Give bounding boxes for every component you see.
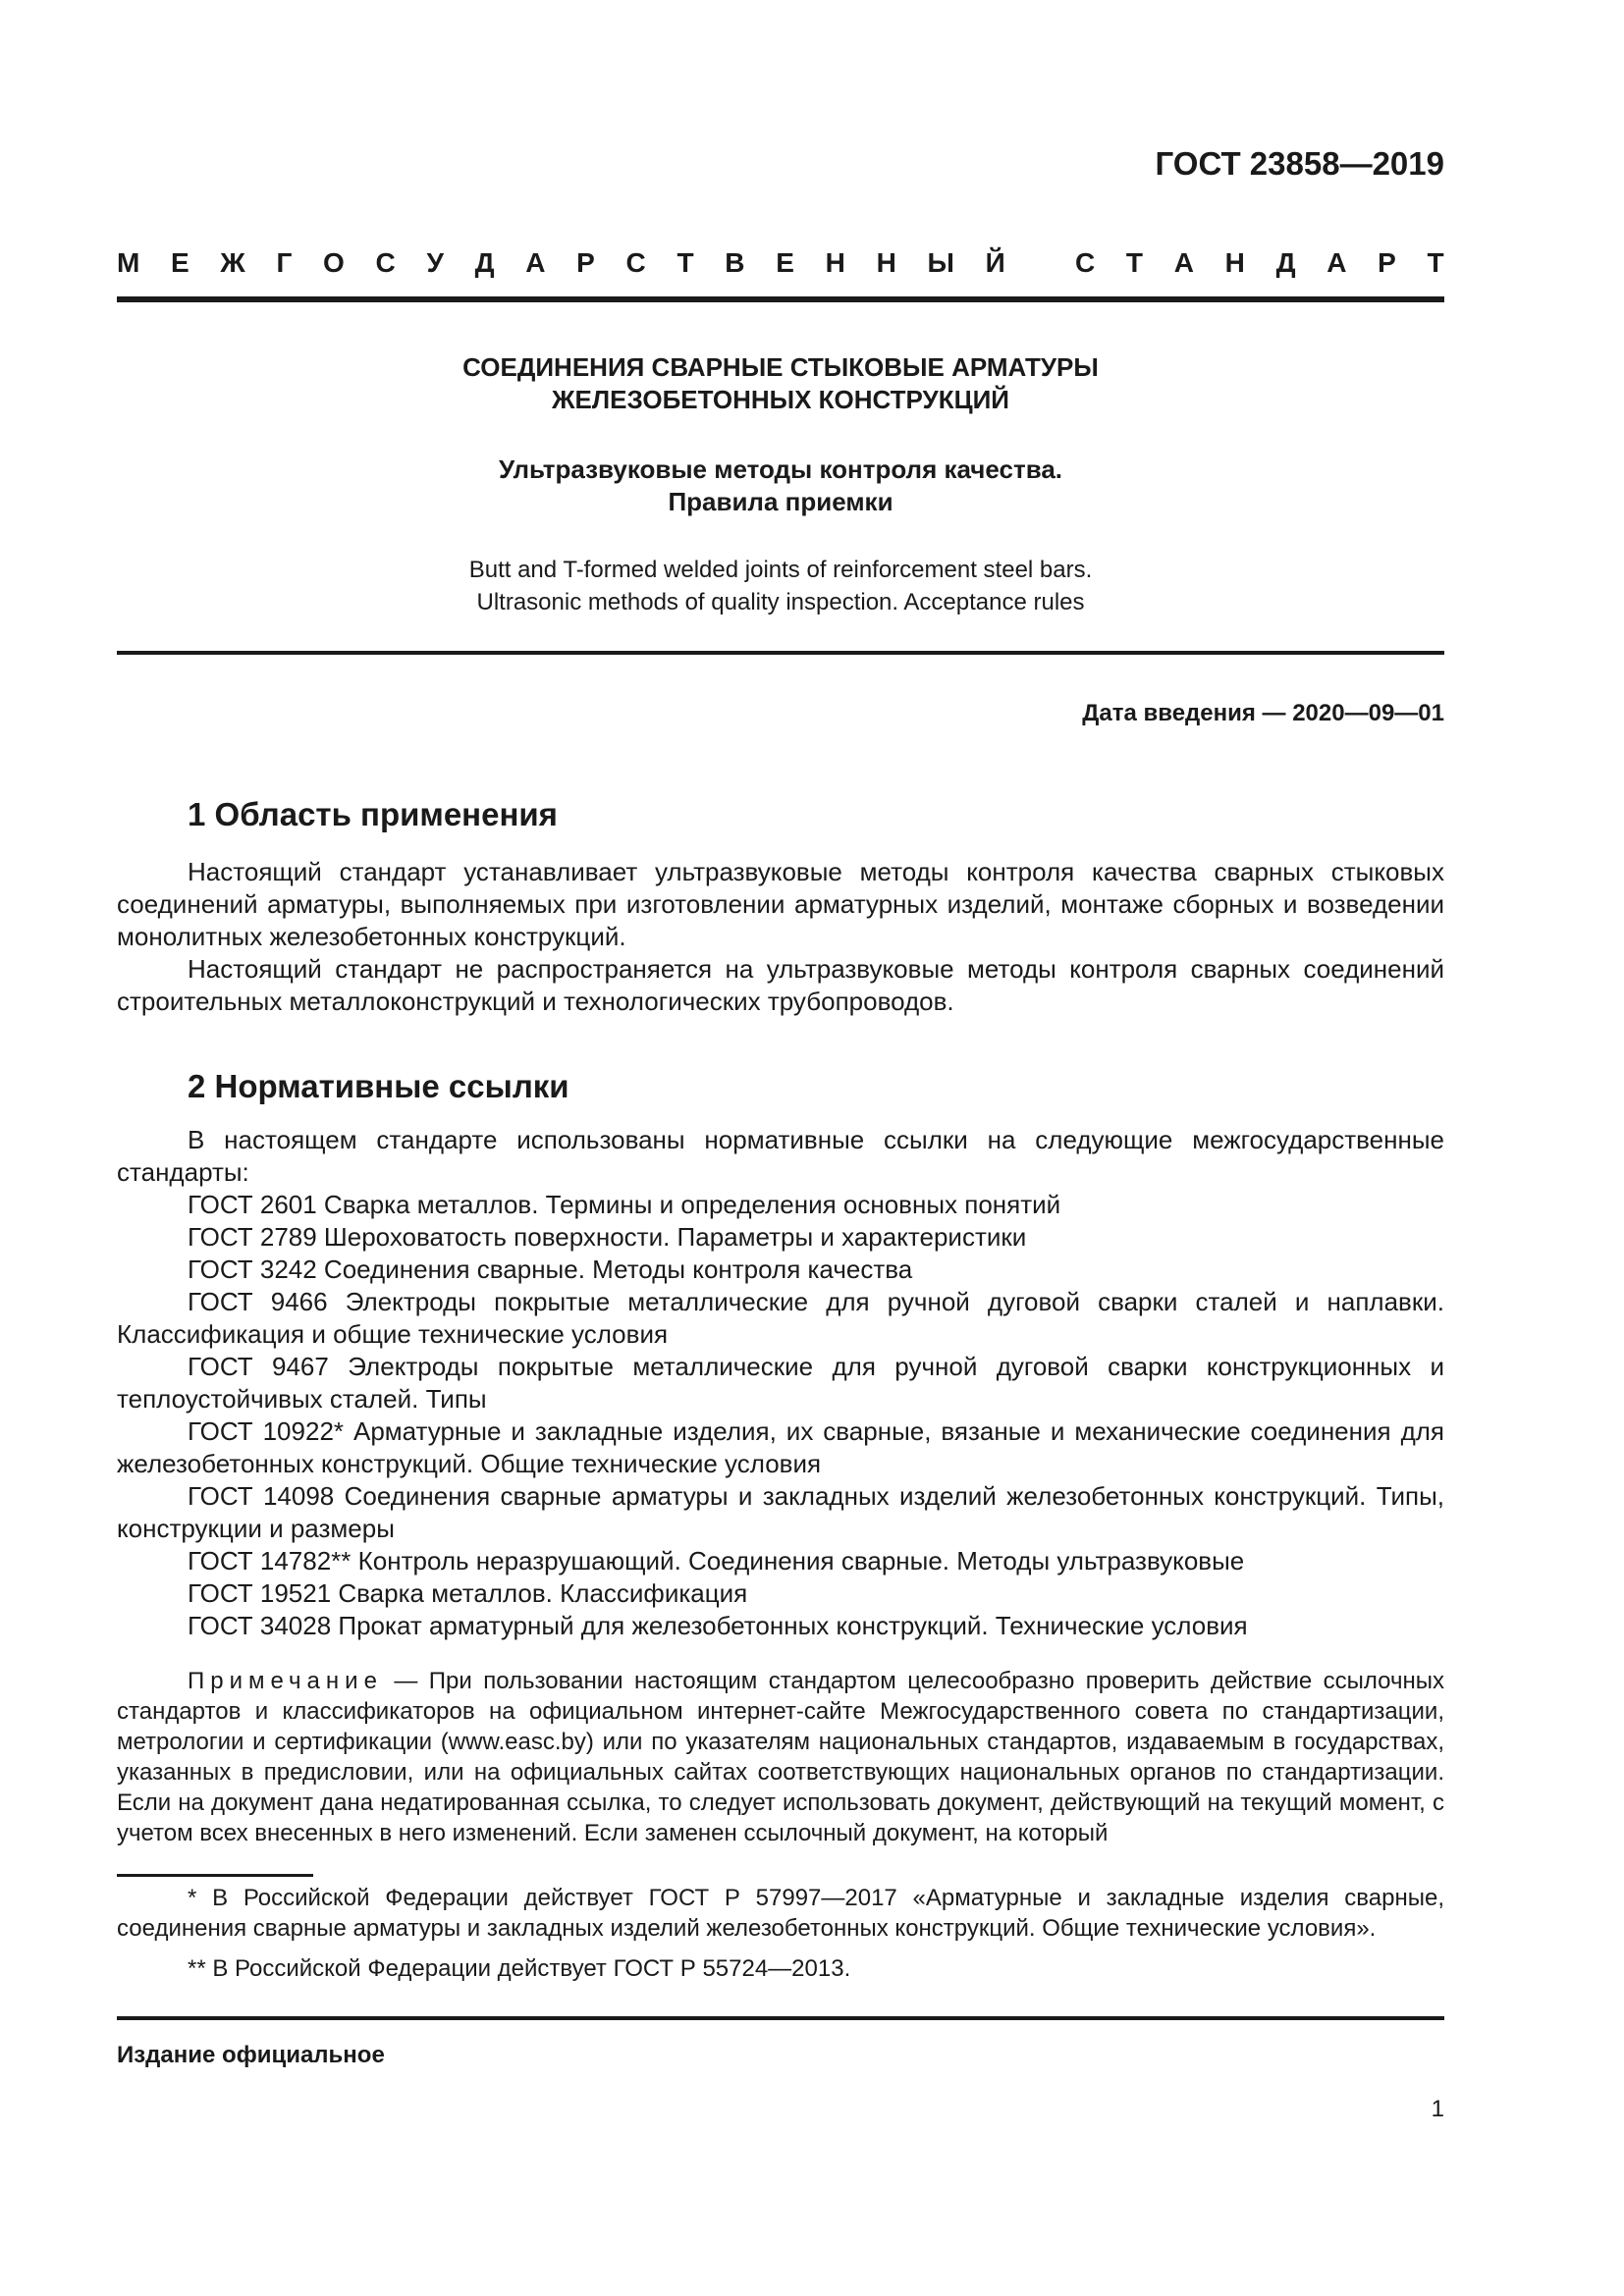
edition-label: Издание официальное bbox=[117, 2042, 385, 2068]
standard-number: ГОСТ 23858—2019 bbox=[1155, 145, 1444, 182]
banner-letter: Ы bbox=[927, 247, 954, 278]
page-number: 1 bbox=[1431, 2096, 1444, 2122]
reference-item: ГОСТ 10922* Арматурные и закладные изделия, их сварные, вязаные и механические соединения для железобетонных конструкций. Общие технические условия bbox=[117, 1416, 1444, 1478]
banner-letter: Т bbox=[677, 247, 694, 278]
banner-letter: Р bbox=[1378, 247, 1396, 278]
banner-letter: А bbox=[1326, 247, 1347, 278]
note-text: — При пользовании настоящим стандартом целесообразно проверить действие ссылочных стандартов и классификаторов на официальном интернет-сайте Межгосударственного совета по стандартизации, метрологии и сертификации (www.easc.by) или по указателям национальных стандартов, издаваемым в государствах, указанных в предисловии, или на официальных сайтах соответствующих национальных органов по стандартизации. Если на документ дана недатированная ссылка, то следует использовать документ, действующий на текущий момент, с учетом всех внесенных в него изменений. Если заменен ссылочный документ, на который bbox=[117, 1668, 1444, 1846]
title-block bbox=[117, 351, 1444, 618]
title-en-line: Butt and T-formed welded joints of reinforcement steel bars. bbox=[468, 557, 1093, 583]
title-en-line: Ultrasonic methods of quality inspection. Acceptance rules bbox=[476, 589, 1085, 615]
section-normative-references bbox=[117, 1067, 1444, 1642]
footnotes bbox=[117, 1883, 1444, 1994]
banner-letter: Ж bbox=[220, 247, 245, 278]
subtitle-ru-line: Правила приемки bbox=[668, 487, 893, 516]
title-en bbox=[117, 554, 1444, 618]
banner-letter: Е bbox=[171, 247, 189, 278]
banner-letter: Д bbox=[474, 247, 495, 278]
banner-letter: М bbox=[117, 247, 140, 278]
banner-letter: В bbox=[725, 247, 745, 278]
reference-item: ГОСТ 2789 Шероховатость поверхности. Параметры и характеристики bbox=[188, 1222, 1027, 1252]
banner-letter: А bbox=[1173, 247, 1194, 278]
footnote: * В Российской Федерации действует ГОСТ Р 57997—2017 «Арматурные и закладные изделия сварные, соединения сварные арматуры и закладных изделий железобетонных конструкций. Общие технические условия». bbox=[117, 1885, 1444, 1942]
note bbox=[117, 1666, 1444, 1848]
section-scope bbox=[117, 795, 1444, 1018]
introduction-date: Дата введения — 2020—09—01 bbox=[1082, 700, 1444, 726]
paragraph: В настоящем стандарте использованы нормативные ссылки на следующие межгосударственные стандарты: bbox=[117, 1125, 1444, 1187]
banner-letter: С bbox=[375, 247, 396, 278]
banner-letter: Т bbox=[1125, 247, 1143, 278]
reference-item: ГОСТ 3242 Соединения сварные. Методы контроля качества bbox=[188, 1255, 913, 1284]
reference-item: ГОСТ 2601 Сварка металлов. Термины и определения основных понятий bbox=[188, 1190, 1061, 1219]
section-heading: 1 Область применения bbox=[188, 796, 558, 832]
reference-item: ГОСТ 9466 Электроды покрытые металлические для ручной дуговой сварки сталей и наплавки. Классификация и общие технические условия bbox=[117, 1287, 1444, 1349]
banner-letter: А bbox=[525, 247, 546, 278]
footnote: ** В Российской Федерации действует ГОСТ Р 55724—2013. bbox=[188, 1955, 851, 1982]
banner-letter: Г bbox=[276, 247, 293, 278]
banner-spacer bbox=[1036, 247, 1044, 279]
banner-letter: Й bbox=[985, 247, 1005, 278]
banner-letter: Н bbox=[825, 247, 845, 278]
header-divider bbox=[117, 296, 1444, 302]
section-heading: 2 Нормативные ссылки bbox=[188, 1068, 569, 1104]
reference-item: ГОСТ 14098 Соединения сварные арматуры и закладных изделий железобетонных конструкций. Типы, конструкции и размеры bbox=[117, 1481, 1444, 1543]
title-ru bbox=[117, 351, 1444, 416]
title-ru-line: ЖЕЛЕЗОБЕТОННЫХ КОНСТРУКЦИЙ bbox=[552, 385, 1009, 414]
footnote-divider bbox=[117, 1874, 313, 1877]
banner-letter: О bbox=[323, 247, 345, 278]
banner-letter: Р bbox=[576, 247, 595, 278]
interstate-standard-banner bbox=[117, 247, 1444, 279]
banner-letter: Н bbox=[1224, 247, 1245, 278]
subtitle-ru bbox=[117, 454, 1444, 518]
subtitle-ru-line: Ультразвуковые методы контроля качества. bbox=[498, 454, 1063, 484]
banner-letter: Т bbox=[1427, 247, 1444, 278]
footer-divider bbox=[117, 2016, 1444, 2020]
title-divider bbox=[117, 651, 1444, 655]
banner-letter: Е bbox=[776, 247, 794, 278]
reference-item: ГОСТ 34028 Прокат арматурный для железобетонных конструкций. Технические условия bbox=[188, 1611, 1248, 1640]
reference-item: ГОСТ 14782** Контроль неразрушающий. Соединения сварные. Методы ультразвуковые bbox=[188, 1546, 1245, 1575]
banner-letter: С bbox=[625, 247, 646, 278]
note-label: Примечание bbox=[188, 1668, 383, 1694]
paragraph: Настоящий стандарт не распространяется на ультразвуковые методы контроля сварных соединений строительных металлоконструкций и технологических трубопроводов. bbox=[117, 954, 1444, 1016]
title-ru-line: СОЕДИНЕНИЯ СВАРНЫЕ СТЫКОВЫЕ АРМАТУРЫ bbox=[462, 352, 1099, 382]
paragraph: Настоящий стандарт устанавливает ультразвуковые методы контроля качества сварных стыковых соединений арматуры, выполняемых при изготовлении арматурных изделий, монтаже сборных и возведении монолитных железобетонных конструкций. bbox=[117, 857, 1444, 951]
reference-item: ГОСТ 19521 Сварка металлов. Классификация bbox=[188, 1578, 748, 1608]
banner-letter: С bbox=[1074, 247, 1096, 278]
banner-letter: У bbox=[426, 247, 444, 278]
banner-letter: Н bbox=[876, 247, 896, 278]
banner-letter: Д bbox=[1275, 247, 1296, 278]
reference-item: ГОСТ 9467 Электроды покрытые металлические для ручной дуговой сварки конструкционных и теплоустойчивых сталей. Типы bbox=[117, 1352, 1444, 1414]
